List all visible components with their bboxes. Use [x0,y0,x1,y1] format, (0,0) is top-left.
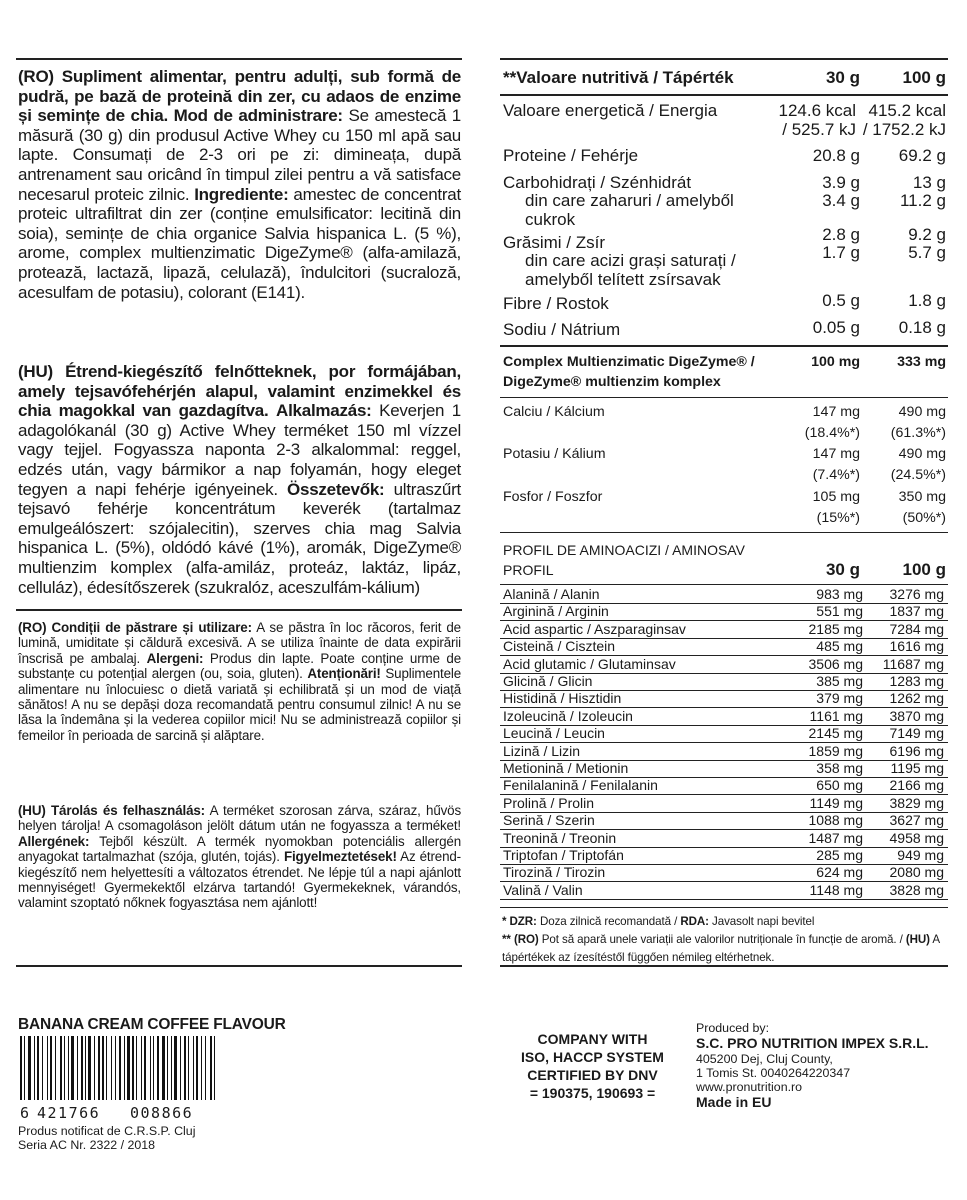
amino-100g: 1837 mg [889,603,944,620]
mineral-100g [891,402,946,444]
amino-row [503,709,946,724]
barcode-digit-first: 6 [20,1104,30,1122]
protein-label: Proteine / Fehérje [503,146,639,165]
footnote-rule [500,907,948,908]
amino-30g: 624 mg [816,864,863,881]
amino-100g: 1616 mg [889,638,944,655]
barcode-bar [68,1036,69,1100]
fibre-100g: 1.8 g [908,291,946,310]
barcode-bar [98,1036,100,1100]
barcode-bar [136,1036,137,1100]
amino-col1: 30 g [825,560,860,579]
hu-allergen-label: Allergének: [18,833,90,849]
amino-name: Glicină / Glicin [503,673,593,689]
barcode-bar [20,1036,22,1100]
mineral-30g [805,402,860,444]
producer-made-in: Made in EU [696,1094,772,1110]
ro-ingredients-text: amestec de concentrat proteic ultrafiltrat din zer (conține emulsificator: lecitină din soia), semințe de chia organice Salvia hispanica L. (5 %), arome, complex multienzimatic DigeZyme® (alfa-amilază, protează, lactază, lipază, celulază), îndulcitori (sucraloză, acesulfam de potasiu), colorant (E141). [18,184,461,302]
amino-100g: 1283 mg [889,673,944,689]
barcode-digits-left: 421766 [37,1104,101,1122]
amino-100g: 6196 mg [889,742,944,759]
barcode-digits-right: 008866 [130,1104,194,1122]
barcode-bar [64,1036,65,1100]
ro-admin-label: Mod de administrare: [173,106,343,126]
barcode-bar [132,1036,134,1100]
barcode-bar [50,1036,52,1100]
footnotes [502,913,950,967]
footnote-dzr [502,913,950,931]
amino-100g: 1195 mg [890,760,944,776]
ro-allergen-label: Alergeni: [146,650,204,666]
amino-30g: 379 mg [816,690,863,707]
nutrition-col2: 100 g [902,68,946,87]
sodium-100g: 0.18 g [898,318,946,337]
sugar-30g: 3.4 g [822,191,860,210]
producer-label: Produced by: [696,1021,770,1035]
fat-100g: 9.2 g [908,225,946,244]
amino-name: Acid glutamic / Glutaminsav [503,655,676,672]
barcode-bar [115,1036,116,1100]
amino-row [503,691,946,706]
amino-name: Arginină / Arginin [503,603,609,620]
nutrition-header-label: **Valoare nutritivă / Tápérték [503,68,734,87]
barcode-bar [174,1036,177,1100]
barcode-bar [111,1036,112,1100]
protein-100g: 69.2 g [898,146,946,165]
mineral-100g-value: 490 mg [898,404,946,420]
ro-warning-text: Suplimentele alimentare nu înlocuiesc o dietă variată și echilibrată și un mod de viață sănătos! A nu se depăși doza recomandată pentru consumul zilnic! A nu se lăsa la îndemâna și la vederea copiilor mici! Nu se administrează copiilor și femeilor în perioada de sarcină și alăptare. [18,666,461,743]
amino-row [503,865,946,880]
protein-30g: 20.8 g [812,146,860,165]
mineral-30g [813,444,860,486]
ro-intro-heading: (RO) Supliment alimentar, pentru adulți, sub formă de pudră, pe bază de proteină din zer, cu adaos de enzime și semințe de chia. [18,67,461,126]
enzyme-100g: 333 mg [897,354,946,370]
sugar-100g: 11.2 g [899,191,946,210]
amino-row [503,587,946,602]
amino-name: Lizină / Lizin [503,742,581,759]
mineral-100g-rda: (24.5%*) [890,467,946,483]
mineral-row [500,402,946,442]
amino-row [503,778,946,793]
enzyme-bottom-rule [500,397,948,398]
certification [500,1030,685,1102]
amino-100g: 1262 mg [889,690,944,707]
satfat-30g: 1.7 g [822,243,860,262]
barcode-bar [153,1036,154,1100]
amino-header-line1: PROFIL DE AMINOACIZI / AMINOSAV [503,542,745,558]
nutrition-col1: 30 g [825,68,860,87]
hu-allergen-text: Tejből készült. A termék nyomokban potenciális allergén anyagokat tartalmazhat (szója, glutén, tojás). [18,833,461,865]
footnote-dzr-label: * DZR: [502,915,537,928]
amino-30g: 650 mg [816,777,863,794]
barcode-bar [124,1036,125,1100]
satfat-label: din care acizi grași saturați / amelyből telített zsírsavak [525,251,736,289]
footnote-variation [502,931,950,967]
amino-row-rule [500,899,948,900]
barcode-bar [180,1036,181,1100]
amino-name: Alanină / Alanin [503,586,600,602]
energy-100g-kcal: 415.2 kcal [868,101,946,120]
amino-header-label [503,540,745,580]
amino-name: Valină / Valin [503,881,583,898]
amino-row [503,813,946,828]
energy-100g-kj: / 1752.2 kJ [862,120,946,139]
amino-name: Tirozină / Tirozin [503,864,606,881]
mineral-100g-rda: (61.3%*) [890,425,946,441]
amino-30g: 3506 mg [808,655,863,672]
producer-address-1: 405200 Dej, Cluj County, [696,1052,833,1066]
energy-label: Valoare energetică / Energia [503,101,718,120]
hu-intro-heading: (HU) Étrend-kiegészítő felnőtteknek, por formájában, amely tejsavófehérjén alapul, valamint enzimekkel és chia magokkal van gazdagítva. [18,362,461,421]
barcode-bar [162,1036,165,1100]
amino-row [503,604,946,619]
barcode-bar [144,1036,146,1100]
amino-row [503,744,946,759]
right-top-rule [500,58,948,60]
footnote-ro-label: ** (RO) [502,933,539,946]
amino-header-line2: PROFIL [503,562,554,578]
amino-row [503,674,946,689]
amino-row [503,622,946,637]
amino-row [503,796,946,811]
amino-name: Fenilalanină / Fenilalanin [503,777,658,794]
footnote-hu-label: (HU) [905,933,930,946]
mineral-100g-value: 490 mg [898,446,946,462]
amino-row [503,831,946,846]
hu-storage-block [18,803,461,911]
mineral-30g-rda: (18.4%*) [804,425,860,441]
barcode-bar [171,1036,172,1100]
carb-30g: 3.9 g [822,173,860,192]
fat-row [500,225,946,252]
energy-30g-kcal: 124.6 kcal [778,101,856,120]
fibre-row [500,291,946,311]
mineral-30g-value: 105 mg [812,489,860,505]
barcode-bar [210,1036,212,1100]
amino-name: Leucină / Leucin [503,725,605,742]
notified-line2: Seria AC Nr. 2322 / 2018 [18,1138,156,1152]
amino-100g: 7284 mg [889,620,944,637]
amino-100g: 2166 mg [889,777,944,794]
fibre-label: Fibre / Rostok [503,294,609,313]
satfat-row [500,243,946,289]
amino-30g: 2185 mg [808,620,863,637]
amino-100g: 949 mg [897,847,944,863]
amino-name: Prolină / Prolin [503,794,595,811]
barcode-bar [119,1036,121,1100]
enzyme-row [500,352,946,394]
sugar-label: din care zaharuri / amelyből cukrok [525,191,734,229]
amino-30g: 1487 mg [808,829,863,846]
left-bottom-rule [16,965,462,967]
barcode-bar [106,1036,107,1100]
barcode-bar [81,1036,83,1100]
ro-storage-block [18,620,461,743]
amino-row [503,848,946,863]
barcode-bar [77,1036,78,1100]
barcode-bar [150,1036,151,1100]
producer-website: www.pronutrition.ro [696,1080,803,1094]
amino-30g: 551 mg [816,603,863,620]
satfat-100g: 5.7 g [908,243,946,262]
mineral-name: Potasiu / Kálium [503,446,606,462]
left-mid-rule [16,609,462,611]
nutrition-header [500,68,946,88]
amino-30g: 2145 mg [808,725,863,742]
energy-row [500,101,946,141]
amino-30g: 358 mg [816,760,863,776]
barcode [18,1036,218,1120]
hu-ingredients-label: Összetevők: [287,479,385,499]
amino-name: Treonină / Treonin [503,829,617,846]
barcode-bar [88,1036,91,1100]
energy-100g [863,101,946,139]
footnote-dzr-text: Doza zilnică recomandată / [539,915,678,928]
barcode-bar [127,1036,130,1100]
energy-30g [779,101,857,139]
cert-line4: = 190375, 190693 = [529,1085,656,1101]
ro-admin-text: Se amestecă 1 măsură (30 g) din produsul Active Whey cu 150 ml apă sau lapte. Consumați de 2-3 ori pe zi: dimineața, după antrenament sau oricând în timpul zilei pentru a vă satisface necesarul proteic zilnic. [18,106,461,204]
producer-name: S.C. PRO NUTRITION IMPEX S.R.L. [696,1035,929,1051]
enzyme-30g: 100 mg [811,354,860,370]
amino-name: Serină / Szerin [503,812,595,829]
amino-row [503,639,946,654]
ro-intro-block [18,67,461,302]
barcode-bar [205,1036,206,1100]
ro-allergen-text: Produs din lapte. Poate conține urme de substanțe cu potențial alergen (ou, soia, gluten). [18,650,461,682]
nutrition-header-rule [500,94,948,96]
sugar-row [500,191,946,229]
left-top-rule [16,58,462,60]
producer-info [696,1021,951,1111]
mineral-name: Fosfor / Foszfor [503,489,603,505]
enzyme-label [503,352,755,392]
amino-100g: 3627 mg [889,812,944,829]
producer-address-2: 1 Tomis St. 0040264220347 [696,1066,851,1080]
footnote-rda-text: Javasolt napi bevitel [712,915,815,928]
barcode-bar [214,1036,215,1100]
carb-row [500,173,946,193]
barcode-bar [196,1036,198,1100]
amino-30g: 1088 mg [808,812,863,829]
sodium-row [500,318,946,338]
amino-name: Acid aspartic / Aszparaginsav [503,620,686,637]
hu-ingredients-text: ultraszűrt tejsavó fehérje koncentrátum keverék (tartalmaz emulgeálószert: szójalecitin), szerves chia mag Salvia hispanica L. (5%), oldódó kávé (1%), aromák, DigeZyme® multienzim komplex (alfa-amiláz, proteáz, laktáz, lipáz, celluláz), édesítőszerek (szukralóz, aceszulfám-kálium) [18,479,462,597]
amino-30g: 1148 mg [809,881,863,898]
mineral-100g [899,487,946,529]
barcode-bar [188,1036,189,1100]
mineral-30g-value: 147 mg [812,446,860,462]
hu-warning-label: Figyelmeztetések! [283,849,397,865]
right-bottom-rule [500,965,948,967]
footnote-hu-text: A tápértékek az ízesítéstől függően némileg eltérhetnek. [502,933,940,964]
hu-warning-text: Az étrend-kiegészítő nem helyettesíti a változatos étrendet. Ne lépje túl a napi ajánlott mennyiséget! Gyermekektől elzárva tartandó! Gyermekeknek, várandós, valamint szoptató nőknek fogyasztása nem ajánlott! [18,849,461,911]
barcode-bar [47,1036,48,1100]
hu-admin-label: Alkalmazás: [276,401,372,421]
amino-30g: 285 mg [816,847,863,863]
sodium-label: Sodiu / Nátrium [503,320,621,339]
amino-header-rule [500,584,948,585]
amino-100g: 7149 mg [889,725,944,742]
amino-100g: 3829 mg [889,794,944,811]
cert-line1: COMPANY WITH [537,1031,648,1047]
hu-intro-block [18,362,461,597]
amino-name: Histidină / Hisztidin [503,690,622,707]
carb-label: Carbohidrați / Szénhidrát [503,173,692,192]
ro-storage-text: A se păstra în loc răcoros, ferit de lumină, umiditate și căldură excesivă. A se utiliza înainte de data expirării înscrisă pe ambalaj. [18,620,461,666]
barcode-bar [85,1036,86,1100]
footnote-rda-label: RDA: [680,915,709,928]
amino-30g: 485 mg [816,638,863,655]
cert-line2: ISO, HACCP SYSTEM [521,1049,664,1065]
mineral-30g-rda: (15%*) [816,510,860,526]
mineral-row [500,444,946,484]
barcode-bar [184,1036,186,1100]
carb-100g: 13 g [912,173,946,192]
barcode-bar [193,1036,194,1100]
ro-storage-label: (RO) Condiții de păstrare și utilizare: [18,620,252,635]
enzyme-top-rule [500,345,948,347]
amino-100g: 11687 mg [882,655,944,672]
amino-name: Triptofan / Triptofán [503,847,624,863]
barcode-bar [60,1036,62,1100]
barcode-bar [94,1036,95,1100]
amino-row [503,657,946,672]
barcode-bar [37,1036,39,1100]
fibre-30g: 0.5 g [822,291,860,310]
barcode-bar [201,1036,202,1100]
flavour-name: BANANA CREAM COFFEE FLAVOUR [18,1016,286,1033]
barcode-bar [141,1036,142,1100]
amino-row [503,726,946,741]
ro-ingredients-label: Ingrediente: [194,184,289,204]
fat-30g: 2.8 g [822,225,860,244]
mineral-30g [813,487,860,529]
amino-name: Izoleucină / Izoleucin [503,707,633,724]
notification-info [18,1124,195,1152]
barcode-bar [28,1036,31,1100]
protein-row [500,146,946,166]
barcode-bar [102,1036,104,1100]
enzyme-label-line2: DigeZyme® multienzim komplex [503,374,721,390]
amino-30g: 1859 mg [808,742,863,759]
mineral-100g [891,444,946,486]
barcode-bar [167,1036,168,1100]
amino-row [503,883,946,898]
amino-100g: 4958 mg [889,829,944,846]
amino-100g: 2080 mg [889,864,944,881]
amino-header [500,540,946,580]
amino-30g: 1149 mg [809,794,863,811]
barcode-bar [42,1036,43,1100]
barcode-bars [18,1036,218,1110]
amino-100g: 3828 mg [889,881,944,898]
amino-100g: 3276 mg [889,586,944,602]
footnote-ro-text: Pot să apară unele variații ale valorilor nutriționale în funcție de aromă. / [541,933,903,946]
amino-name: Metionină / Metionin [503,760,629,776]
amino-name: Cisteină / Cisztein [503,638,616,655]
notified-line1: Produs notificat de C.R.S.P. Cluj [18,1124,196,1138]
barcode-bar [24,1036,25,1100]
hu-storage-label: (HU) Tárolás és felhasználás: [18,803,205,818]
enzyme-label-line1: Complex Multienzimatic DigeZyme® / [503,354,755,370]
mineral-100g-value: 350 mg [898,489,946,505]
amino-30g: 1161 mg [809,707,863,724]
amino-30g: 385 mg [816,673,863,689]
hu-admin-text: Keverjen 1 adagolókanál (30 g) Active Whey terméket 150 ml vízzel vagy tejjel. Fogyassza naponta 2-3 alkalommal: reggel, edzés után, vagy bármikor a nap folyamán, hogy eleget tegyen a napi fehérje igényeinek. [18,401,461,499]
fat-label: Grăsimi / Zsír [503,233,605,252]
hu-storage-text: A terméket szorosan zárva, száraz, hűvös helyen tárolja! A csomagoláson jelölt dátum után ne fogyassza a terméket! [18,803,462,834]
sodium-30g: 0.05 g [812,318,860,337]
barcode-bar [71,1036,74,1100]
cert-line3: CERTIFIED BY DNV [527,1067,658,1083]
ro-warning-label: Atenționări! [307,666,381,682]
barcode-bar [157,1036,159,1100]
mineral-row [500,487,946,527]
barcode-bar [34,1036,35,1100]
mineral-30g-rda: (7.4%*) [812,467,860,483]
mineral-100g-rda: (50%*) [902,510,946,526]
amino-col2: 100 g [902,560,946,579]
mineral-30g-value: 147 mg [812,404,860,420]
barcode-bar [55,1036,56,1100]
amino-30g: 983 mg [816,586,863,602]
amino-100g: 3870 mg [889,707,944,724]
amino-top-rule [500,532,948,533]
amino-row [503,761,946,776]
energy-30g-kj: / 525.7 kJ [782,120,856,139]
mineral-name: Calciu / Kálcium [503,404,605,420]
